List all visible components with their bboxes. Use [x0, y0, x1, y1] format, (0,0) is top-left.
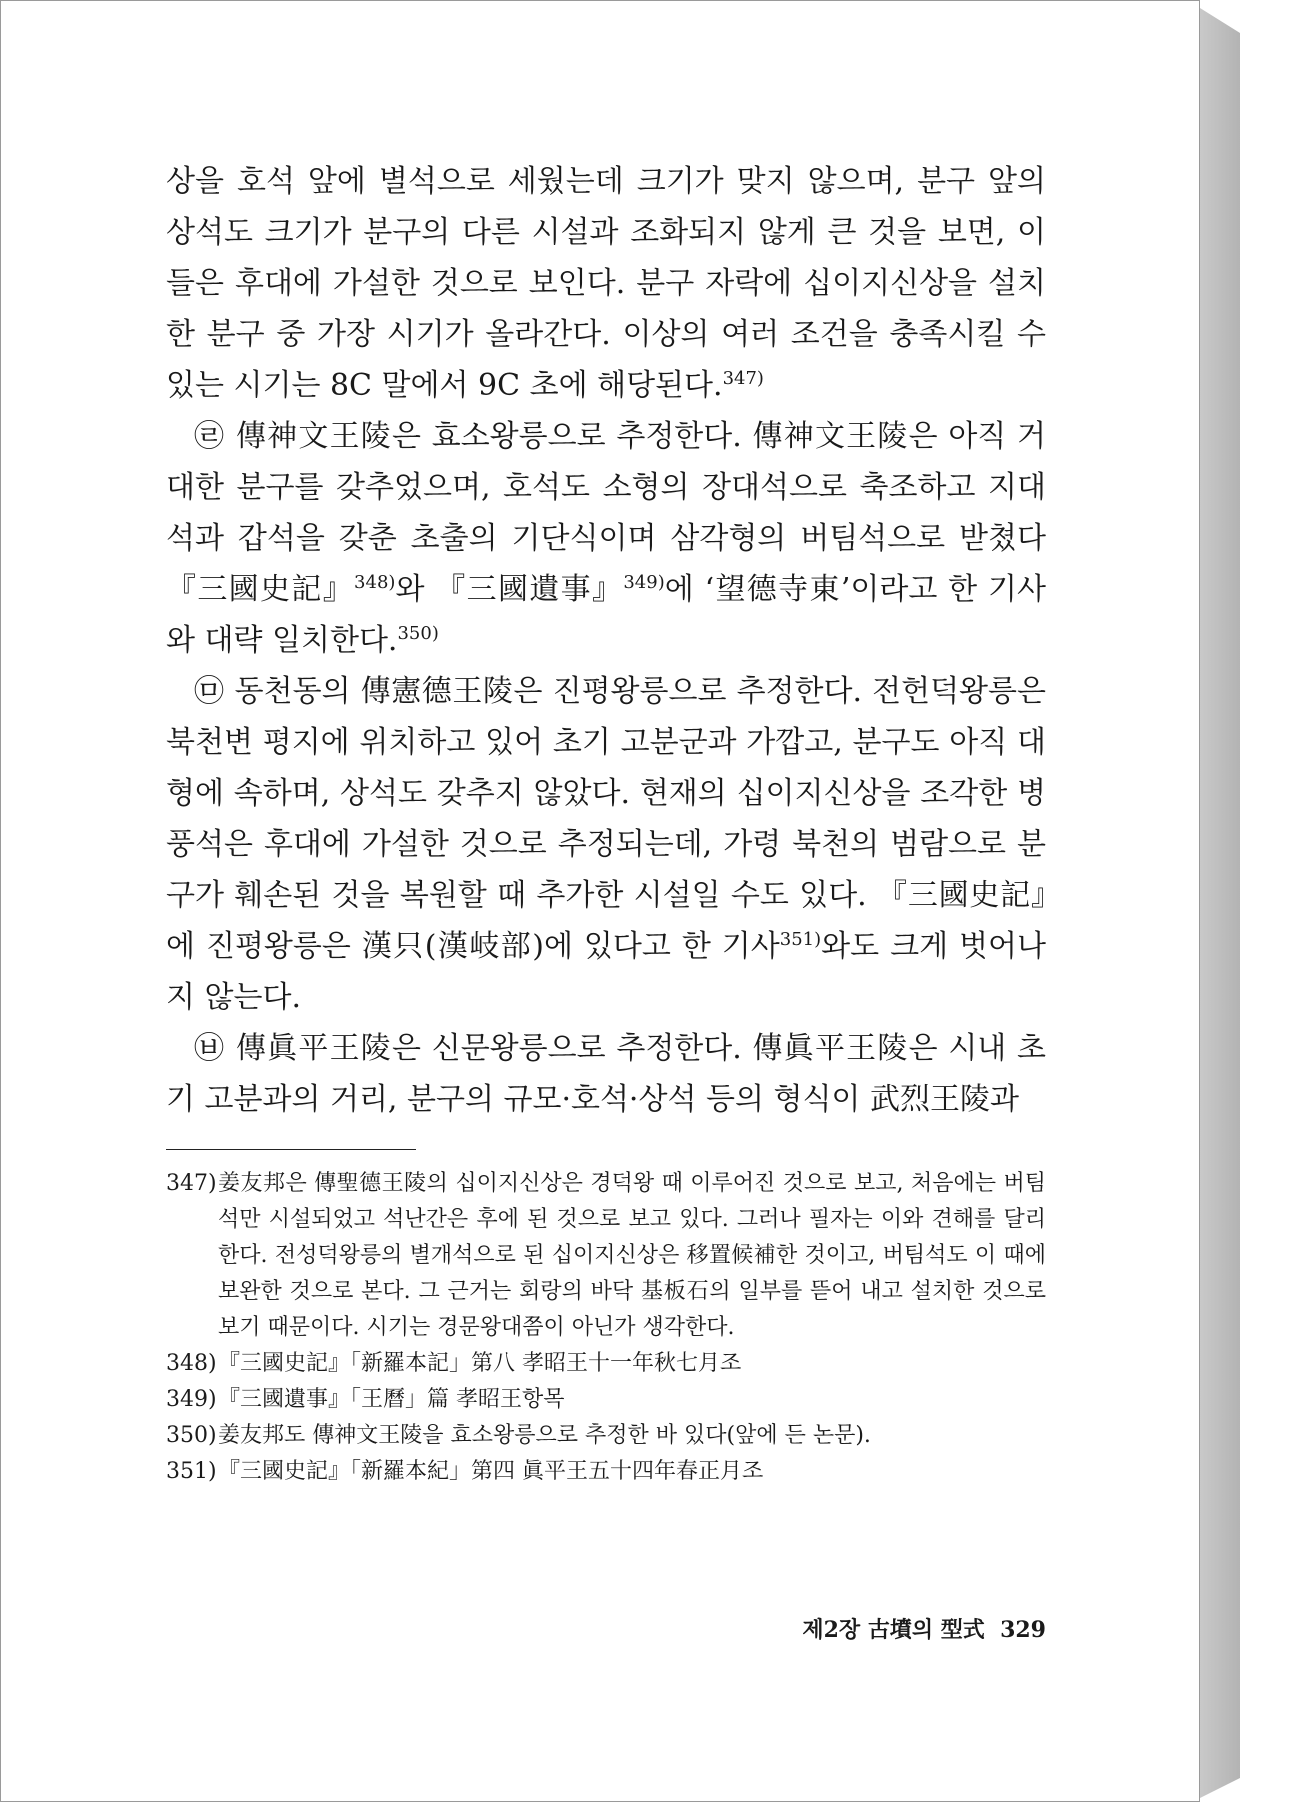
- footnote-349: [166, 1382, 1046, 1418]
- paragraph-2: ㉣ 傳神文王陵은 효소왕릉으로 추정한다. 傳神文王陵은 아직 거대한 분구를 갖추었으며, 호석도 소형의 장대석으로 축조하고 지대석과 갑석을 갖춘 초출의 기단식이며 삼각형의 버팀석으로 받쳤다 『三國史記』$^{348)}$와 『三國遺事』$^{349)}$에 ‘望德寺東’이라고 한 기사와 대략 일치한다.$^{350)}$: [166, 419, 1046, 658]
- footnote-350: [166, 1418, 1046, 1454]
- chapter-title: 제2장 古墳의 型式: [802, 1617, 985, 1643]
- paragraph-1: 상을 호석 앞에 별석으로 세웠는데 크기가 맞지 않으며, 분구 앞의 상석도 크기가 분구의 다른 시설과 조화되지 않게 큰 것을 보면, 이들은 후대에 가설한 것으로 보인다. 분구 자락에 십이지신상을 설치한 분구 중 가장 시기가 올라간다. 이상의 여러 조건을 충족시킬 수 있는 시기는 8C 말에서 9C 초에 해당된다.$^{347)}$: [166, 164, 1046, 403]
- footnote-number: 349): [166, 1387, 217, 1412]
- footnote-text: 『三國史記』「新羅本紀」第四 眞平王五十四年春正月조: [218, 1459, 764, 1484]
- footnote-347: [166, 1166, 1046, 1346]
- paragraph-4: ㉥ 傳眞平王陵은 신문왕릉으로 추정한다. 傳眞平王陵은 시내 초기 고분과의 거리, 분구의 규모·호석·상석 등의 형식이 武烈王陵과: [166, 1031, 1046, 1117]
- page-footer: [771, 1613, 1046, 1644]
- page-number: 329: [1000, 1617, 1046, 1643]
- footnote-348: [166, 1346, 1046, 1382]
- footnote-text: 『三國史記』「新羅本記」第八 孝昭王十一年秋七月조: [218, 1351, 742, 1376]
- body-text: [166, 156, 1046, 1125]
- footnote-number: 348): [166, 1351, 217, 1376]
- footnote-ref-347[interactable]: 347): [722, 368, 764, 389]
- footnote-divider: [166, 1149, 416, 1150]
- footnote-ref-348[interactable]: 348): [354, 572, 396, 593]
- footnote-text: 姜友邦은 傳聖德王陵의 십이지신상은 경덕왕 때 이루어진 것으로 보고, 처음에는 버팀석만 시설되었고 석난간은 후에 된 것으로 보고 있다. 그러나 필자는 이와 견해를 달리한다. 전성덕왕릉의 별개석으로 된 십이지신상은 移置候補한 것이고, 버팀석도 이 때에 보완한 것으로 본다. 그 근거는 회랑의 바닥 基板石의 일부를 뜯어 내고 설치한 것으로 보기 때문이다. 시기는 경문왕대쯤이 아닌가 생각한다.: [218, 1171, 1046, 1340]
- footnote-ref-349[interactable]: 349): [623, 572, 665, 593]
- book-spine-edge: [1200, 8, 1240, 1798]
- footnote-number: 347): [166, 1171, 217, 1196]
- footnote-number: 351): [166, 1459, 217, 1484]
- footnote-ref-351[interactable]: 351): [779, 929, 822, 950]
- footnote-ref-350[interactable]: 350): [397, 623, 439, 644]
- footnotes: [166, 1166, 1046, 1490]
- paragraph-3: ㉤ 동천동의 傳憲德王陵은 진평왕릉으로 추정한다. 전헌덕왕릉은 북천변 평지에 위치하고 있어 초기 고분군과 가깝고, 분구도 아직 대형에 속하며, 상석도 갖추지 않았다. 현재의 십이지신상을 조각한 병풍석은 후대에 가설한 것으로 추정되는데, 가령 북천의 범람으로 분구가 훼손된 것을 복원할 때 추가한 시설일 수도 있다. 『三國史記』에 진평왕릉은 漢只(漢岐部)에 있다고 한 기사$^{351)}$와도 크게 벗어나지 않는다.: [166, 674, 1046, 1015]
- footnote-number: 350): [166, 1423, 217, 1448]
- footnote-text: 『三國遺事』「王曆」篇 孝昭王항목: [218, 1387, 565, 1412]
- footnote-351: [166, 1454, 1046, 1490]
- footnote-text: 姜友邦도 傳神文王陵을 효소왕릉으로 추정한 바 있다(앞에 든 논문).: [218, 1423, 871, 1448]
